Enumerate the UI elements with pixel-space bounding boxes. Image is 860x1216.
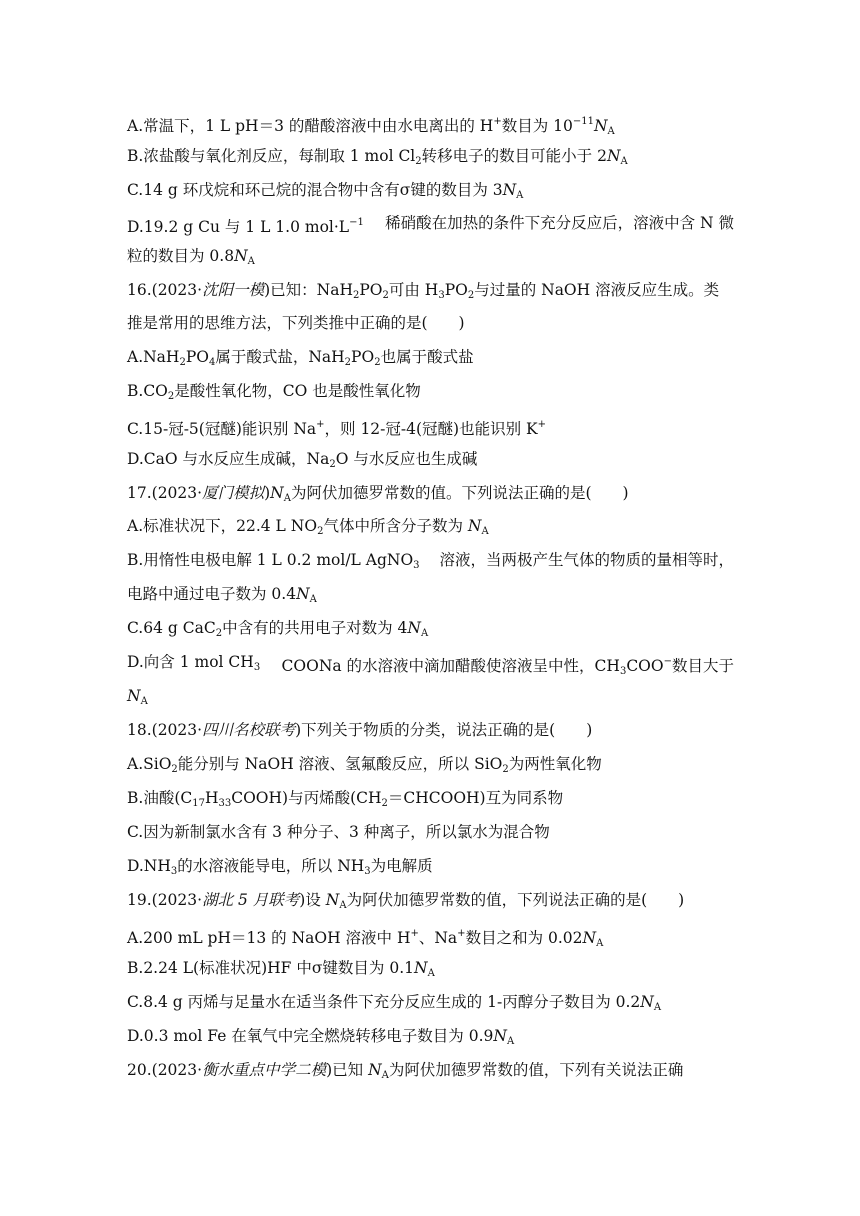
q19-stem: 19.(2023·湖北 5 月联考)设 $N_A$为阿伏加德罗常数的值，下列说法正确的是( ) [127,891,685,911]
q20-stem: 20.(2023·衡水重点中学二模)已知 $N_A$为阿伏加德罗常数的值，下列有关说法正确 [127,1061,684,1081]
q15-option-b: B.浓盐酸与氧化剂反应，每制取 1 mol $Cl_2$转移电子的数目可能小于 $2N_A$ [127,147,628,167]
q18-stem: 18.(2023·四川名校联考)下列关于物质的分类，说法正确的是( ) [127,721,593,739]
q18-option-a: A.SiO$_2$能分别与 NaOH 溶液、氢氟酸反应，所以 SiO$_2$为两性氧化物 [127,755,602,775]
q17-option-d: D.向含 1 mol $CH_3$ COONa 的水溶液中滴加醋酸使溶液呈中性，$CH_3COO^-$数目大于 [127,653,734,677]
q16-option-b: $B.CO_2$是酸性氧化物，CO 也是酸性氧化物 [127,382,421,402]
q15-option-a: A.常温下，1 L pH＝3 的醋酸溶液中由水电离出的 H+数目为 $10^{-11}N_A$ [127,116,615,137]
q16-stem-cont: 推是常用的思维方法，下列类推中正确的是( ) [127,314,465,332]
q17-option-b: B.用惰性电极电解 1 L 0.2 mol/L AgNO$_3$ 溶液，当两极产生气体的物质的量相等时， [127,551,734,571]
q16-option-a: $A.NaH_2PO_4$属于酸式盐，$NaH_2PO_2$也属于酸式盐 [127,348,474,368]
q15-option-d-cont: 粒的数目为 $0.8N_A$ [127,247,255,267]
q18-option-c: C.因为新制氯水含有 3 种分子、3 种离子，所以氯水为混合物 [127,823,550,841]
q15-option-d: D.19.2 g Cu 与 1 L 1.0 $mol\cdot L^{-1}$ 稀硝酸在加热的条件下充分反应后，溶液中含 N 微 [127,214,734,236]
q19-option-b: B.2.24 L(标准状况)HF 中σ键数目为 $0.1N_A$ [127,959,435,979]
q16-option-d: D.CaO 与水反应生成碱，$Na_2O$ 与水反应也生成碱 [127,450,478,470]
q17-option-d-cont: $N_A$ [127,687,148,707]
q19-option-a: A.200 mL pH＝13 的 NaOH 溶液中 H+、Na+数目之和为 $0.02N_A$ [127,928,604,949]
q18-option-b: B.油酸$(C_{17}H_{33}COOH)$与丙烯酸$(CH_2=CHCOOH)$互为同系物 [127,789,564,809]
q16-option-c: C.15-冠-5(冠醚)能识别 Na+，则 12-冠-4(冠醚)也能识别 K+ [127,419,546,438]
q18-option-d: $D.NH_3$的水溶液能导电，所以 $NH_3$为电解质 [127,857,433,877]
q17-option-c: C.64 g CaC$_2$中含有的共用电子对数为 $4N_A$ [127,619,429,639]
q17-stem: 17.(2023·厦门模拟)$N_A$为阿伏加德罗常数的值。下列说法正确的是( ) [127,484,629,504]
q16-stem: 16.(2023·沈阳一模)已知：$NaH_2PO_2$可由 $H_3PO_2$与过量的 NaOH 溶液反应生成。类 [127,281,720,301]
q15-option-c: C.14 g 环戊烷和环己烷的混合物中含有σ键的数目为 $3N_A$ [127,181,524,201]
q19-option-d: D.0.3 mol Fe 在氧气中完全燃烧转移电子数目为 $0.9N_A$ [127,1027,515,1047]
q17-option-a: A.标准状况下，22.4 L $NO_2$气体中所含分子数为 $N_A$ [127,517,489,537]
q17-option-b-cont: 电路中通过电子数为 $0.4N_A$ [127,585,317,605]
q19-option-c: C.8.4 g 丙烯与足量水在适当条件下充分反应生成的 1-丙醇分子数目为 $0.2N_A$ [127,993,662,1013]
